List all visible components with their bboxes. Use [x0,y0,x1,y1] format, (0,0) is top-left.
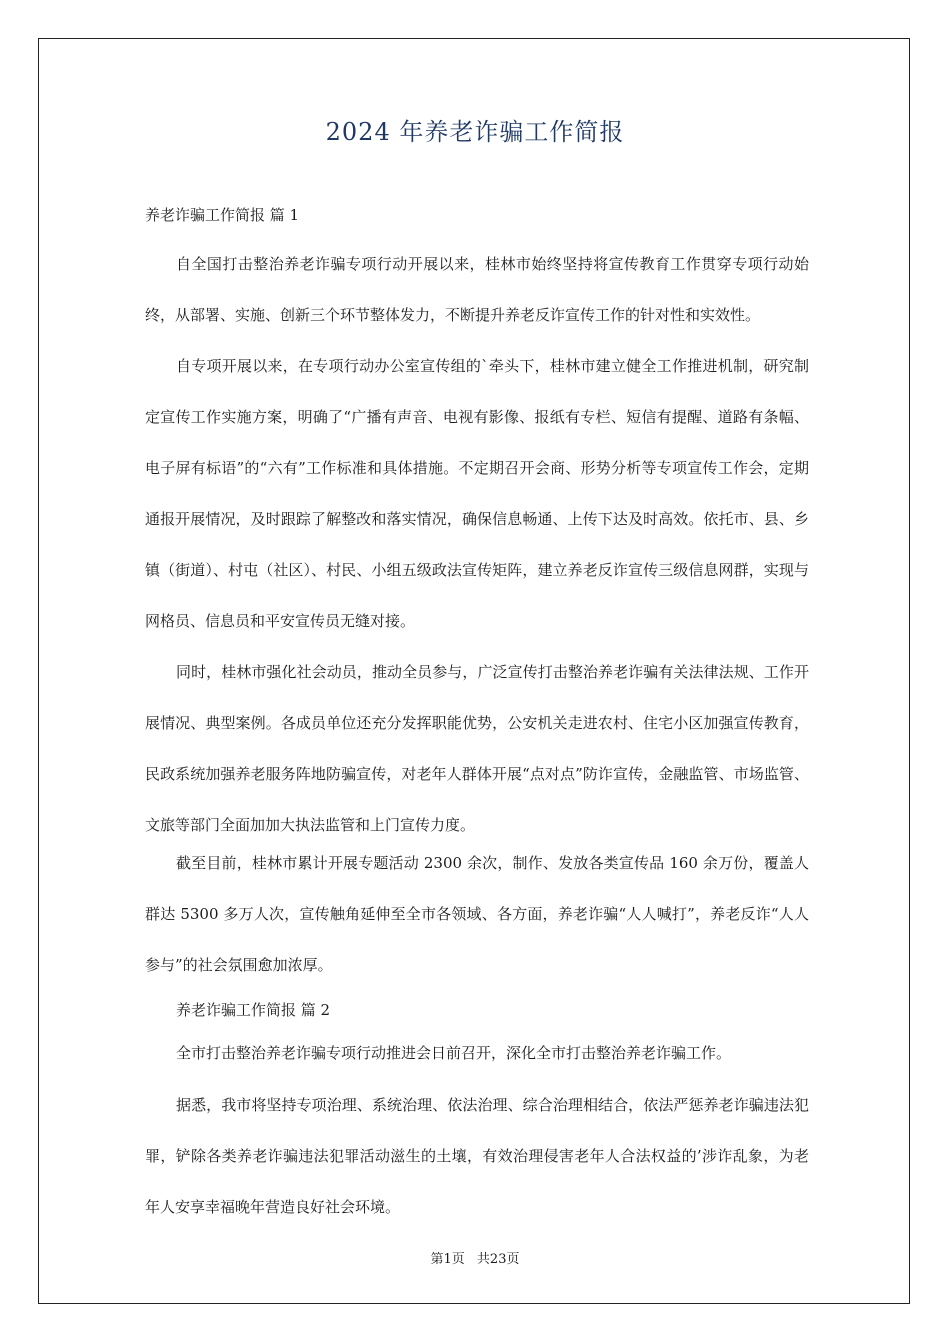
section-heading-2: 养老诈骗工作简报 篇 2 [176,1001,331,1019]
paragraph: 截至目前，桂林市累计开展专题活动 2300 余次，制作、发放各类宣传品 160 余万份，覆盖人群达 5300 多万人次，宣传触角延伸至全市各领域、各方面，养老诈骗“人人喊打”，养老反诈“人人参与”的社会氛围愈加浓厚。 [145,854,809,974]
paragraph: 自专项开展以来，在专项行动办公室宣传组的`牵头下，桂林市建立健全工作推进机制，研究制定宣传工作实施方案，明确了“广播有声音、电视有影像、报纸有专栏、短信有提醒、道路有条幅、电子屏有标语”的“六有”工作标准和具体措施。不定期召开会商、形势分析等专项宣传工作会，定期通报开展情况，及时跟踪了解整改和落实情况，确保信息畅通、上传下达及时高效。依托市、县、乡镇（街道）、村屯（社区）、村民、小组五级政法宣传矩阵，建立养老反诈宣传三级信息网群，实现与网格员、信息员和平安宣传员无缝对接。 [145,357,809,630]
page-number-footer: 第1页 共23页 [430,1252,520,1267]
paragraph: 全市打击整治养老诈骗专项行动推进会日前召开，深化全市打击整治养老诈骗工作。 [176,1044,732,1062]
paragraph: 据悉，我市将坚持专项治理、系统治理、依法治理、综合治理相结合，依法严惩养老诈骗违法犯罪，铲除各类养老诈骗违法犯罪活动滋生的土壤，有效治理侵害老年人合法权益的’涉诈乱象，为老年人安享幸福晚年营造良好社会环境。 [145,1096,809,1216]
paragraph: 同时，桂林市强化社会动员，推动全员参与，广泛宣传打击整治养老诈骗有关法律法规、工作开展情况、典型案例。各成员单位还充分发挥职能优势，公安机关走进农村、住宅小区加强宣传教育，民政系统加强养老服务阵地防骗宣传，对老年人群体开展“点对点”防诈宣传，金融监管、市场监管、文旅等部门全面加加大执法监管和上门宣传力度。 [145,663,809,834]
document-title: 2024 年养老诈骗工作简报 [325,118,625,146]
section-heading-1: 养老诈骗工作简报 篇 1 [145,206,300,224]
paragraph: 自全国打击整治养老诈骗专项行动开展以来，桂林市始终坚持将宣传教育工作贯穿专项行动始终，从部署、实施、创新三个环节整体发力，不断提升养老反诈宣传工作的针对性和实效性。 [145,255,809,324]
